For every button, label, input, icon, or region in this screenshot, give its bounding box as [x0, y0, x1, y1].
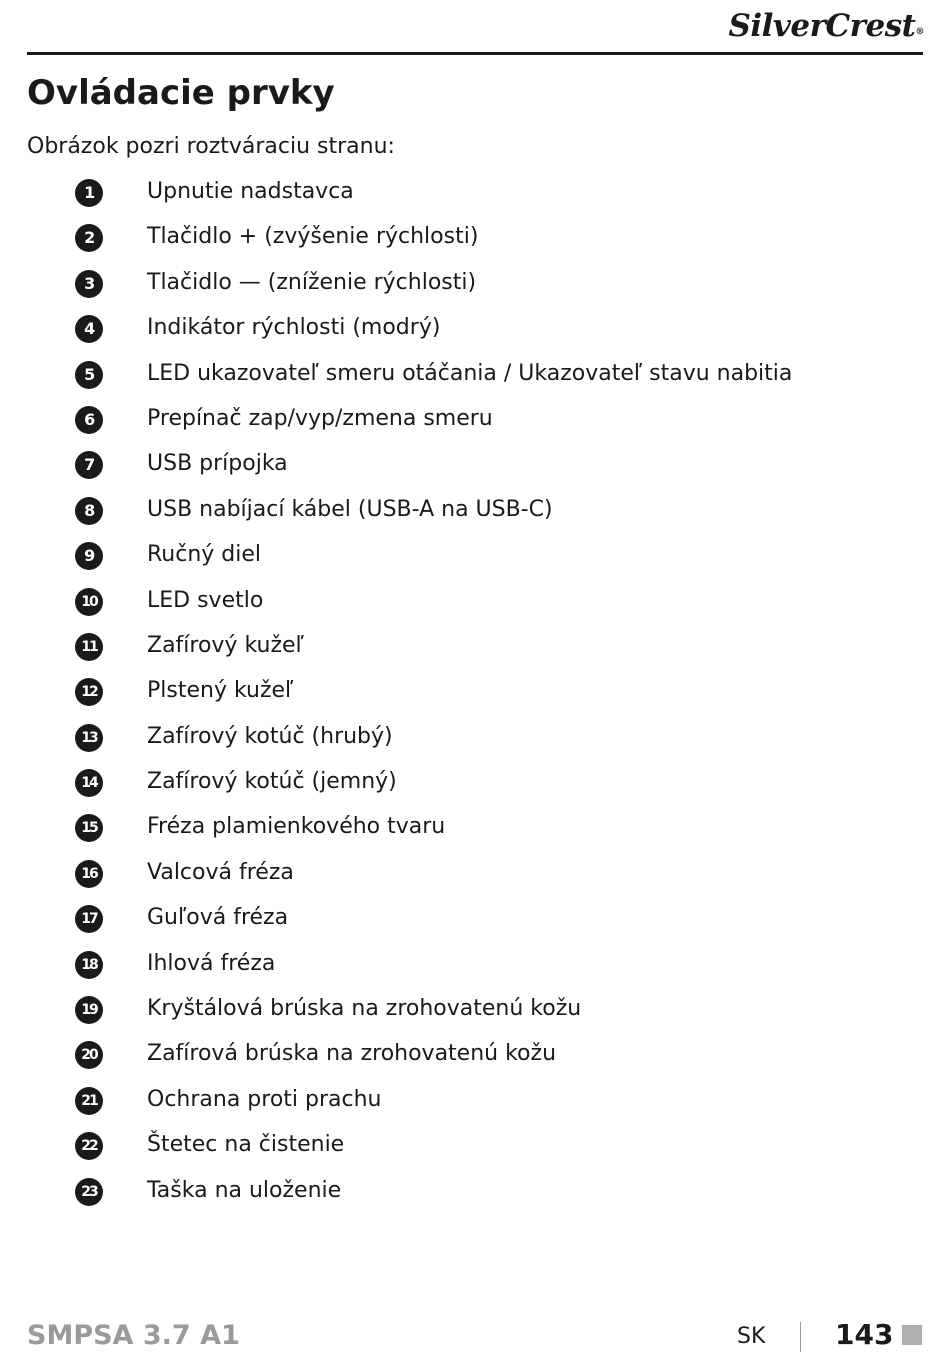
- item-label: LED ukazovateľ smeru otáčania / Ukazovateľ stavu nabitia: [147, 360, 793, 386]
- item-label: Ochrana proti prachu: [147, 1086, 382, 1112]
- item-label: LED svetlo: [147, 587, 264, 613]
- list-item: [0, 851, 950, 896]
- list-item: [0, 579, 950, 624]
- item-number-badge: 6: [75, 406, 103, 434]
- list-item: [0, 397, 950, 442]
- footer-separator: [800, 1322, 801, 1352]
- list-item: [0, 1169, 950, 1214]
- item-number-badge: 11: [75, 633, 103, 661]
- list-item: [0, 215, 950, 260]
- item-number-badge: 3: [75, 270, 103, 298]
- item-label: Ručný diel: [147, 542, 262, 568]
- item-label: Zafírový kužeľ: [147, 632, 304, 658]
- intro-text: Obrázok pozri roztváraciu stranu:: [27, 134, 395, 159]
- list-item: [0, 1032, 950, 1077]
- item-number-badge: 15: [75, 814, 103, 842]
- item-number-badge: 8: [75, 497, 103, 525]
- item-label: Ihlová fréza: [147, 950, 276, 976]
- item-label: Upnutie nadstavca: [147, 179, 354, 204]
- list-item: [0, 352, 950, 397]
- item-number-badge: 2: [75, 224, 103, 252]
- list-item: [0, 170, 950, 215]
- item-number-badge: 10: [75, 588, 103, 616]
- parts-list: [0, 170, 950, 1214]
- item-label: USB prípojka: [147, 451, 288, 477]
- list-item: [0, 624, 950, 669]
- footer-language: SK: [737, 1324, 766, 1349]
- brand-logo: [728, 6, 924, 46]
- list-item: [0, 1078, 950, 1123]
- list-item: [0, 261, 950, 306]
- item-label: Taška na uloženie: [147, 1177, 342, 1203]
- list-item: [0, 306, 950, 351]
- item-number-badge: 13: [75, 724, 103, 752]
- item-number-badge: 14: [75, 769, 103, 797]
- item-number-badge: 21: [75, 1087, 103, 1115]
- item-number-badge: 23: [75, 1178, 103, 1206]
- page-title: Ovládacie prvky: [27, 73, 335, 113]
- item-number-badge: 7: [75, 451, 103, 479]
- item-number-badge: 20: [75, 1041, 103, 1069]
- item-label: Kryštálová brúska na zrohovatenú kožu: [147, 996, 582, 1022]
- item-label: Tlačidlo + (zvýšenie rýchlosti): [147, 224, 479, 250]
- page-marker-square: [902, 1325, 922, 1345]
- item-label: Plstený kužeľ: [147, 678, 294, 704]
- list-item: [0, 1123, 950, 1168]
- item-label: Valcová fréza: [147, 859, 294, 885]
- list-item: [0, 488, 950, 533]
- item-label: Zafírová brúska na zrohovatenú kožu: [147, 1041, 557, 1067]
- item-number-badge: 1: [75, 179, 103, 207]
- item-number-badge: 4: [75, 315, 103, 343]
- item-label: Zafírový kotúč (jemný): [147, 769, 397, 795]
- item-label: Štetec na čistenie: [147, 1132, 345, 1158]
- list-item: [0, 533, 950, 578]
- item-number-badge: 18: [75, 951, 103, 979]
- item-number-badge: 5: [75, 361, 103, 389]
- list-item: [0, 760, 950, 805]
- list-item: [0, 805, 950, 850]
- registered-mark: ®: [915, 27, 924, 37]
- footer-model: SMPSA 3.7 A1: [27, 1320, 240, 1351]
- list-item: [0, 896, 950, 941]
- list-item: [0, 987, 950, 1032]
- item-label: Prepínač zap/vyp/zmena smeru: [147, 405, 493, 431]
- item-label: USB nabíjací kábel (USB-A na USB-C): [147, 496, 553, 522]
- list-item: [0, 442, 950, 487]
- item-number-badge: 19: [75, 996, 103, 1024]
- item-label: Zafírový kotúč (hrubý): [147, 723, 393, 749]
- header-rule: [27, 52, 923, 55]
- item-number-badge: 22: [75, 1132, 103, 1160]
- item-label: Tlačidlo — (zníženie rýchlosti): [147, 269, 477, 295]
- item-label: Indikátor rýchlosti (modrý): [147, 315, 441, 341]
- page-number: 143: [835, 1318, 894, 1351]
- list-item: [0, 669, 950, 714]
- list-item: [0, 715, 950, 760]
- item-number-badge: 12: [75, 678, 103, 706]
- item-number-badge: 16: [75, 860, 103, 888]
- item-number-badge: 9: [75, 542, 103, 570]
- brand-name: SilverCrest: [728, 8, 916, 44]
- item-label: Guľová fréza: [147, 905, 289, 931]
- item-label: Fréza plamienkového tvaru: [147, 814, 446, 840]
- list-item: [0, 942, 950, 987]
- item-number-badge: 17: [75, 905, 103, 933]
